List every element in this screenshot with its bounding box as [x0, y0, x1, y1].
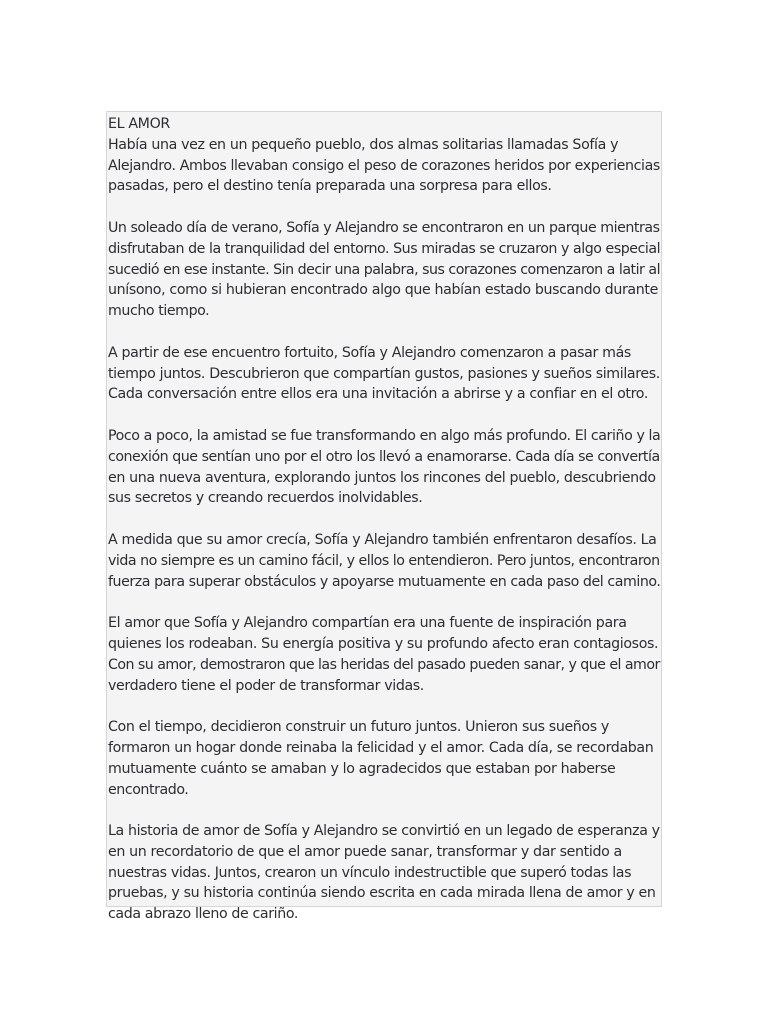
- paragraph-line: Un soleado día de verano, Sofía y Alejandro se encontraron en un parque mientras: [108, 219, 660, 236]
- paragraph-line: vida no siempre es un camino fácil, y ellos lo entendieron. Pero juntos, encontraron: [108, 552, 660, 569]
- paragraph-line: Cada conversación entre ellos era una invitación a abrirse y a confiar en el otro.: [108, 386, 649, 403]
- story-paragraph: [108, 717, 661, 800]
- story-paragraph: [108, 426, 661, 509]
- story-paragraph: [108, 530, 661, 592]
- paragraph-line: unísono, como si hubieran encontrado algo que habían estado buscando durante: [108, 282, 658, 299]
- paragraph-line: quienes los rodeaban. Su energía positiva y su profundo afecto eran contagiosos.: [108, 635, 659, 652]
- paragraph-line: pruebas, y su historia continúa siendo escrita en cada mirada llena de amor y en: [108, 885, 656, 902]
- paragraph-line: sucedió en ese instante. Sin decir una palabra, sus corazones comenzaron a latir al: [108, 261, 661, 278]
- paragraph-line: mutuamente cuánto se amaban y lo agradecidos que estaban por haberse: [108, 760, 616, 777]
- paragraph-line: encontrado.: [108, 781, 189, 798]
- paragraph-line: Con el tiempo, decidieron construir un futuro juntos. Unieron sus sueños y: [108, 719, 609, 736]
- paragraph-line: A partir de ese encuentro fortuito, Sofía y Alejandro comenzaron a pasar más: [108, 344, 631, 361]
- paragraph-line: en una nueva aventura, explorando juntos los rincones del pueblo, descubriendo: [108, 469, 656, 486]
- paragraph-line: Con su amor, demostraron que las heridas del pasado pueden sanar, y que el amor: [108, 656, 660, 673]
- story-body: [108, 135, 661, 925]
- paragraph-line: en un recordatorio de que el amor puede sanar, transformar y dar sentido a: [108, 843, 622, 860]
- paragraph-line: Poco a poco, la amistad se fue transformando en algo más profundo. El cariño y la: [108, 427, 661, 444]
- paragraph-line: Había una vez en un pequeño pueblo, dos almas solitarias llamadas Sofía y: [108, 136, 619, 153]
- story-paragraph: [108, 218, 661, 322]
- paragraph-line: El amor que Sofía y Alejandro compartían era una fuente de inspiración para: [108, 615, 627, 632]
- paragraph-line: La historia de amor de Sofía y Alejandro se convirtió en un legado de esperanza y: [108, 823, 660, 840]
- paragraph-line: conexión que sentían uno por el otro los llevó a enamorarse. Cada día se convertía: [108, 448, 660, 465]
- paragraph-line: sus secretos y creando recuerdos inolvidables.: [108, 490, 423, 507]
- paragraph-line: nuestras vidas. Juntos, crearon un vínculo indestructible que superó todas las: [108, 864, 632, 881]
- story-paragraph: [108, 613, 661, 696]
- paragraph-line: Alejandro. Ambos llevaban consigo el peso de corazones heridos por experiencias: [108, 157, 660, 174]
- paragraph-line: verdadero tiene el poder de transformar vidas.: [108, 677, 424, 694]
- paragraph-line: disfrutaban de la tranquilidad del entorno. Sus miradas se cruzaron y algo especial: [108, 240, 661, 257]
- story-text-box: [106, 111, 662, 923]
- paragraph-line: fuerza para superar obstáculos y apoyarse mutuamente en cada paso del camino.: [108, 573, 661, 590]
- paragraph-line: mucho tiempo.: [108, 303, 210, 320]
- story-title: EL AMOR: [108, 116, 170, 132]
- paragraph-line: tiempo juntos. Descubrieron que compartían gustos, pasiones y sueños similares.: [108, 365, 660, 382]
- story-paragraph: [108, 343, 661, 405]
- paragraph-line: cada abrazo lleno de cariño.: [108, 906, 299, 923]
- story-paragraph: [108, 821, 661, 925]
- story-paragraph: [108, 135, 661, 197]
- paragraph-line: pasadas, pero el destino tenía preparada una sorpresa para ellos.: [108, 178, 552, 195]
- paragraph-line: A medida que su amor crecía, Sofía y Alejandro también enfrentaron desafíos. La: [108, 531, 657, 548]
- paragraph-line: formaron un hogar donde reinaba la felicidad y el amor. Cada día, se recordaban: [108, 739, 654, 756]
